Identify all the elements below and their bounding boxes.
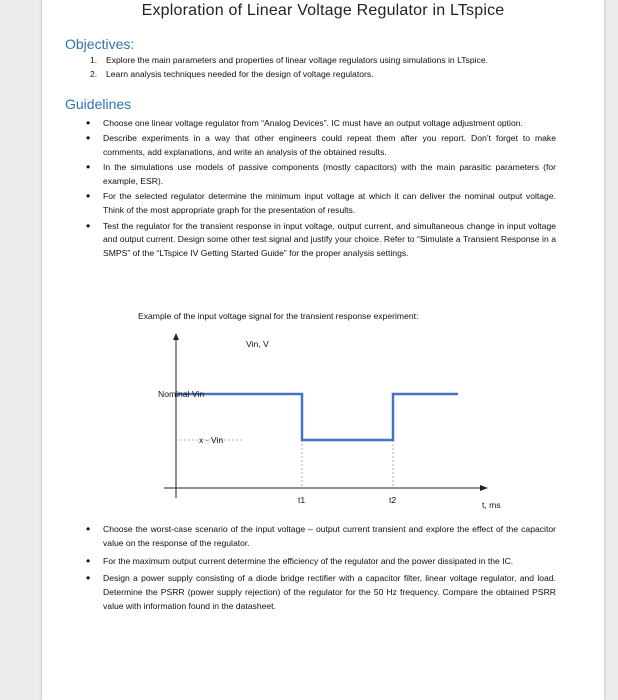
guidelines-heading: Guidelines (65, 96, 132, 112)
objectives-heading: Objectives: (65, 36, 135, 52)
list-item: • Describe experiments in a way that other engineers could repeat them after you report. Don’t forget to make comments, add explanations, and write an analysis of the obtained results. (86, 132, 556, 160)
objectives-list (90, 54, 580, 82)
t2-tick-label: t2 (389, 495, 397, 505)
y-axis-label: Vin, V (246, 339, 269, 349)
figure-caption: Example of the input voltage signal for the transient response experiment: (138, 311, 419, 321)
list-item: • Design a power supply consisting of a diode bridge rectifier with a capacitor filter, linear voltage regulator, and load. Determine the PSRR (power supply rejection) of the regulator for the 50 Hz frequency. Compare the obtained PSRR value with information found in the datasheet. (86, 572, 556, 613)
y-axis-arrow (173, 333, 179, 340)
list-item: • For the selected regulator determine the minimum input voltage at which it can deliver the nominal output voltage. Think of the most appropriate graph for the presentation of results. (86, 190, 556, 218)
input-voltage-diagram (102, 328, 522, 513)
list-item: • Test the regulator for the transient response in input voltage, output current, and simultaneous change in input voltage and output current. Design some other test signal and justify your choice. Refer to “Simulate a Transient Response in a SMPS” of the “LTspice IV Getting Started Guide” for the proper analysis settings. (86, 220, 556, 261)
x-axis-label: t, ms (482, 500, 501, 510)
t1-tick-label: t1 (298, 495, 306, 505)
list-item: 2. Learn analysis techniques needed for the design of voltage regulators. (90, 68, 374, 79)
list-item: • In the simulations use models of passive components (mostly capacitors) with the main parasitic parameters (for example, ESR). (86, 161, 556, 189)
list-item: • Choose one linear voltage regulator from “Analog Devices”. IC must have an output voltage adjustment option. (86, 117, 556, 131)
nominal-vin-label: Nominal Vin (158, 389, 205, 399)
document-title: Exploration of Linear Voltage Regulator in LTspice (141, 2, 505, 19)
low-vin-label: x · Vin (199, 435, 224, 445)
input-voltage-signal (176, 394, 458, 440)
document-page (42, 0, 604, 700)
list-item: • For the maximum output current determine the efficiency of the regulator and the power dissipated in the IC. (86, 555, 556, 569)
guidelines-list-continued (86, 523, 556, 618)
guidelines-list (86, 117, 556, 262)
list-item: 1. Explore the main parameters and properties of linear voltage regulators using simulations in LTspice. (90, 55, 488, 65)
list-item: • Choose the worst-case scenario of the input voltage – output current transient and explore the effect of the capacitor value on the response of the regulator. (86, 523, 556, 551)
x-axis-arrow (480, 485, 488, 491)
